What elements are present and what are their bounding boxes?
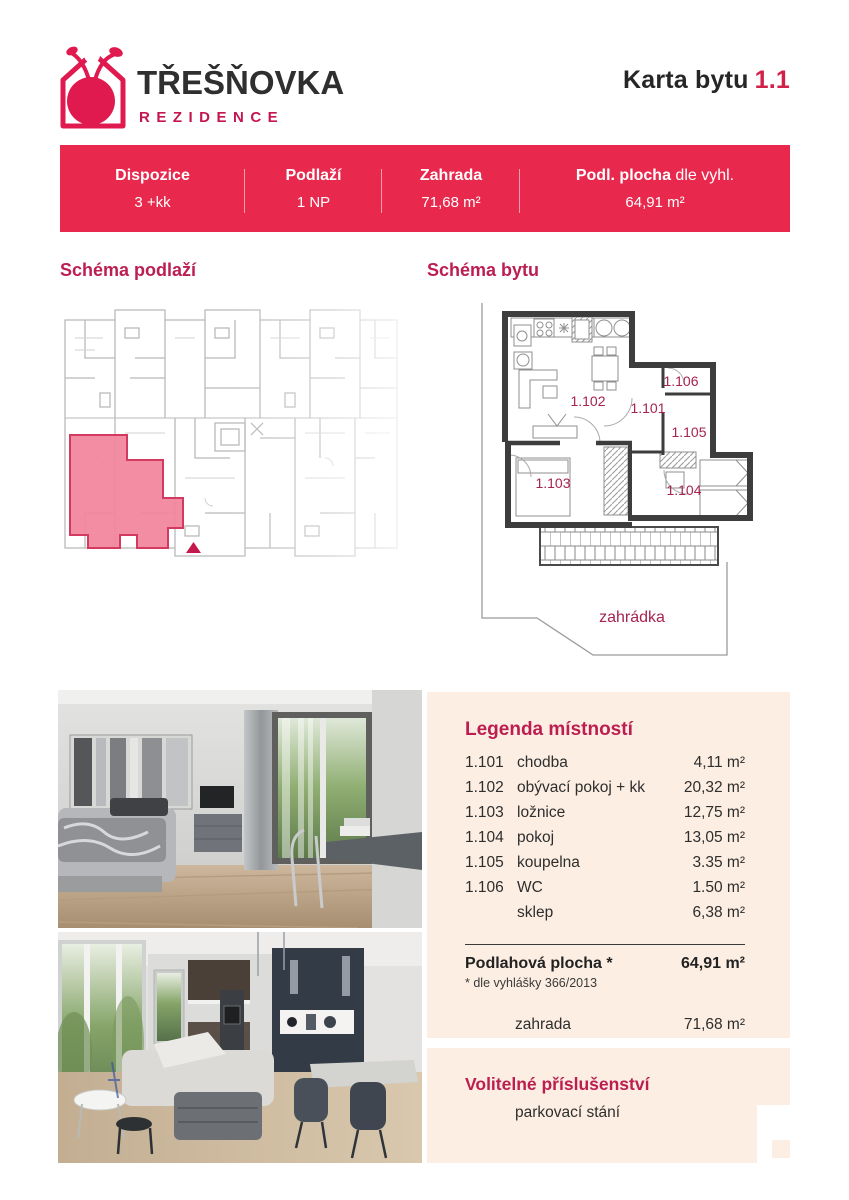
card-title-label: Karta bytu xyxy=(623,66,749,94)
banner-value: 3 +kk xyxy=(134,193,171,211)
options-title: Volitelné příslušenství xyxy=(465,1074,650,1094)
room-number: 1.104 xyxy=(465,829,504,846)
fade-overlay xyxy=(230,308,405,558)
banner-label: Dispozice xyxy=(115,166,190,184)
room-number: 1.102 xyxy=(465,779,504,796)
banner-value: 71,68 m² xyxy=(421,193,481,211)
legend-row xyxy=(465,854,745,879)
banner-label-bold: Podl. plocha xyxy=(575,166,671,184)
highlighted-unit xyxy=(70,435,183,548)
room-area: 3.35 m² xyxy=(692,854,745,871)
garden-label: zahrádka xyxy=(599,609,665,626)
legend-row xyxy=(465,779,745,804)
garden-name: zahrada xyxy=(515,1016,572,1033)
room-number: 1.106 xyxy=(465,879,504,896)
legend-row xyxy=(465,879,745,904)
room-legend-panel xyxy=(427,692,790,1038)
legend-row xyxy=(465,904,745,929)
floor-schema-heading: Schéma podlaží xyxy=(60,260,197,280)
banner-label: Zahrada xyxy=(419,166,483,184)
room-name: WC xyxy=(517,879,543,896)
legend-title: Legenda místností xyxy=(465,719,633,740)
terrace-paving xyxy=(540,527,718,565)
photo-living-room-graphic xyxy=(58,932,422,1163)
banner-label: Podlaží xyxy=(285,166,342,184)
room-name: koupelna xyxy=(517,854,580,871)
room-name: ložnice xyxy=(517,804,566,821)
unit-schema-heading: Schéma bytu xyxy=(427,260,540,280)
logo-subtitle: REZIDENCE xyxy=(139,109,285,126)
room-label-1105: 1.105 xyxy=(671,424,707,440)
legend-rows xyxy=(465,754,745,929)
total-label: Podlahová plocha * xyxy=(465,955,613,972)
north-arrow-icon xyxy=(186,542,201,553)
room-label-1102: 1.102 xyxy=(570,393,606,409)
garden-area: 71,68 m² xyxy=(683,1016,745,1033)
total-value: 64,91 m² xyxy=(680,955,745,972)
summary-banner xyxy=(60,145,790,232)
room-area: 6,38 m² xyxy=(692,904,745,921)
photo-bedroom xyxy=(58,690,422,928)
room-name: obývací pokoj + kk xyxy=(517,779,645,796)
room-area: 1.50 m² xyxy=(692,879,745,896)
unit-walls xyxy=(505,311,753,528)
legend-total-row xyxy=(465,955,745,973)
floor-schematic xyxy=(55,298,405,583)
card-title xyxy=(623,66,790,95)
legend-divider xyxy=(465,944,745,945)
room-number: 1.105 xyxy=(465,854,504,871)
room-label-1103: 1.103 xyxy=(535,475,571,491)
logo-graphic xyxy=(55,42,375,137)
room-area: 20,32 m² xyxy=(683,779,745,796)
banner-col-podlazi xyxy=(245,145,382,232)
room-area: 13,05 m² xyxy=(683,829,745,846)
legend-row xyxy=(465,829,745,854)
room-number: 1.101 xyxy=(465,754,504,771)
banner-value: 64,91 m² xyxy=(625,193,685,211)
legend-row xyxy=(465,804,745,829)
room-name: sklep xyxy=(517,904,554,921)
room-label-1104: 1.104 xyxy=(666,482,702,498)
banner-col-dispozice xyxy=(60,145,245,232)
unit-plan xyxy=(420,295,815,670)
logo xyxy=(55,42,375,137)
banner-col-plocha xyxy=(520,145,790,232)
room-name: pokoj xyxy=(517,829,555,846)
logo-title: TŘEŠŇOVKA xyxy=(137,64,345,101)
unit-plan-drawing xyxy=(420,295,815,670)
card-title-number: 1.1 xyxy=(754,66,790,94)
banner-label-suffix: dle vyhl. xyxy=(670,166,735,184)
options-item: parkovací stání xyxy=(515,1104,621,1121)
room-label-1106: 1.106 xyxy=(663,373,699,389)
photo-bedroom-graphic xyxy=(58,690,422,928)
photo-living-room xyxy=(58,932,422,1163)
legend-footnote: * dle vyhlášky 366/2013 xyxy=(465,976,598,990)
banner-label xyxy=(576,167,734,185)
room-area: 12,75 m² xyxy=(683,804,745,821)
room-number: 1.103 xyxy=(465,804,504,821)
cherry-icon xyxy=(67,77,115,125)
banner-col-zahrada xyxy=(382,145,520,232)
floor-schematic-drawing xyxy=(55,298,405,583)
logo-roof-gap xyxy=(84,47,100,63)
options-panel xyxy=(427,1048,790,1163)
panel-corner-notch-square xyxy=(772,1140,790,1158)
banner-value: 1 NP xyxy=(296,193,331,211)
room-area: 4,11 m² xyxy=(693,754,745,771)
room-label-1101: 1.101 xyxy=(630,400,666,416)
room-name: chodba xyxy=(517,754,568,771)
legend-garden-row xyxy=(465,1016,745,1034)
legend-row xyxy=(465,754,745,779)
